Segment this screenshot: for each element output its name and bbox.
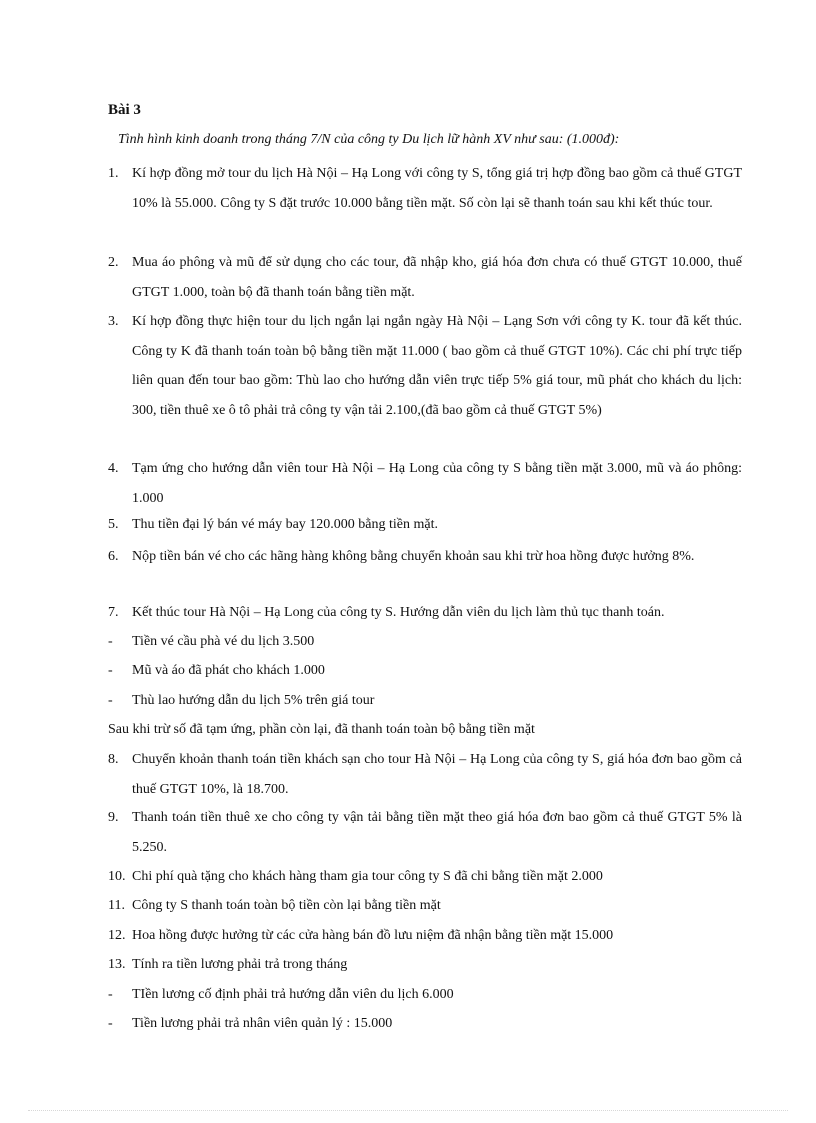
list-marker: 13. <box>108 957 126 972</box>
list-item-text: Thu tiền đại lý bán vé máy bay 120.000 bằng tiền mặt. <box>132 517 438 532</box>
list-item-text: Kí hợp đồng mở tour du lịch Hà Nội – Hạ Long với công ty S, tổng giá trị hợp đồng bao gồm cả thuế GTGT 10% là 55.000. Công ty S đặt trước 10.000 bằng tiền mặt. Số còn lại sẽ thanh toán sau khi kết thúc tour. <box>132 166 742 211</box>
list-item-text: Kí hợp đồng thực hiện tour du lịch ngắn lại ngắn ngày Hà Nội – Lạng Sơn với công ty K. tour đã kết thúc. Công ty K đã thanh toán toàn bộ bằng tiền mặt 11.000 ( bao gồm cả thuế GTGT 10%). Các chi phí trực tiếp liên quan đến tour bao gồm: Thù lao cho hướng dẫn viên trực tiếp 5% giá tour, mũ phát cho khách du lịch: 300, tiền thuê xe ô tô phải trả công ty vận tải 2.100,(đã bao gồm cả thuế GTGT 5%) <box>132 314 742 418</box>
page-bottom-divider <box>28 1110 788 1111</box>
dash-item <box>108 980 742 1010</box>
list-item-text: Thù lao hướng dẫn du lịch 5% trên giá tour <box>132 693 375 708</box>
list-item-9 <box>108 803 742 862</box>
dash-item <box>108 1009 742 1039</box>
list-item-12 <box>108 921 742 951</box>
list-marker: 7. <box>108 605 119 620</box>
list-item-7 <box>108 598 742 628</box>
settlement-note: Sau khi trừ số đã tạm ứng, phần còn lại, đã thanh toán toàn bộ bằng tiền mặt <box>108 722 535 737</box>
list-marker: 11. <box>108 898 125 913</box>
list-marker: 12. <box>108 928 126 943</box>
list-marker: 10. <box>108 869 126 884</box>
list-item-text: Chuyển khoản thanh toán tiền khách sạn cho tour Hà Nội – Hạ Long của công ty S, giá hóa đơn bao gồm cả thuế GTGT 10%, là 18.700. <box>132 752 742 797</box>
list-item-13 <box>108 950 742 980</box>
exercise-title: Bài 3 <box>108 102 141 118</box>
list-item-text: Tiền lương phải trả nhân viên quản lý : 15.000 <box>132 1016 393 1031</box>
list-item-4 <box>108 454 742 513</box>
list-item-6 <box>108 542 742 572</box>
list-marker: 3. <box>108 314 119 329</box>
list-item-5 <box>108 510 742 540</box>
list-marker: 8. <box>108 752 119 767</box>
list-marker: - <box>108 663 113 678</box>
list-item-text: Nộp tiền bán vé cho các hãng hàng không bằng chuyển khoản sau khi trừ hoa hồng được hưởng 8%. <box>132 549 695 564</box>
list-marker: 2. <box>108 255 119 270</box>
list-item-11 <box>108 891 742 921</box>
list-item-text: Tạm ứng cho hướng dẫn viên tour Hà Nội – Hạ Long của công ty S bằng tiền mặt 3.000, mũ và áo phông: 1.000 <box>132 461 742 506</box>
list-marker: 5. <box>108 517 119 532</box>
list-item-text: Mua áo phông và mũ để sử dụng cho các tour, đã nhập kho, giá hóa đơn chưa có thuế GTGT 10.000, thuế GTGT 1.000, toàn bộ đã thanh toán bằng tiền mặt. <box>132 255 742 300</box>
list-marker: 4. <box>108 461 119 476</box>
list-item-text: Hoa hồng được hưởng từ các cửa hàng bán đồ lưu niệm đã nhận bằng tiền mặt 15.000 <box>132 928 614 943</box>
list-item-text: Mũ và áo đã phát cho khách 1.000 <box>132 663 325 678</box>
list-marker: - <box>108 634 113 649</box>
list-item-2 <box>108 248 742 307</box>
list-marker: 1. <box>108 166 119 181</box>
list-item-3 <box>108 307 742 425</box>
list-item-text: Tiền vé cầu phà vé du lịch 3.500 <box>132 634 315 649</box>
dash-item <box>108 686 742 716</box>
list-marker: 9. <box>108 810 119 825</box>
list-item-text: Chi phí quà tặng cho khách hàng tham gia tour công ty S đã chi bằng tiền mặt 2.000 <box>132 869 603 884</box>
list-item-text: Kết thúc tour Hà Nội – Hạ Long của công ty S. Hướng dẫn viên du lịch làm thủ tục thanh toán. <box>132 605 665 620</box>
intro-paragraph: Tình hình kinh doanh trong tháng 7/N của công ty Du lịch lữ hành XV như sau: (1.000đ): <box>118 132 620 147</box>
list-item-1 <box>108 159 742 218</box>
dash-item <box>108 656 742 686</box>
list-marker: - <box>108 1016 113 1031</box>
list-marker: 6. <box>108 549 119 564</box>
dash-item <box>108 627 742 657</box>
list-item-8 <box>108 745 742 804</box>
list-item-text: Công ty S thanh toán toàn bộ tiền còn lại bằng tiền mặt <box>132 898 441 913</box>
list-item-text: TIền lương cố định phải trả hướng dẫn viên du lịch 6.000 <box>132 987 454 1002</box>
list-item-text: Thanh toán tiền thuê xe cho công ty vận tải bằng tiền mặt theo giá hóa đơn bao gồm cả thuế GTGT 5% là 5.250. <box>132 810 742 855</box>
list-item-text: Tính ra tiền lương phải trả trong tháng <box>132 957 348 972</box>
list-marker: - <box>108 693 113 708</box>
list-item-10 <box>108 862 742 892</box>
list-marker: - <box>108 987 113 1002</box>
